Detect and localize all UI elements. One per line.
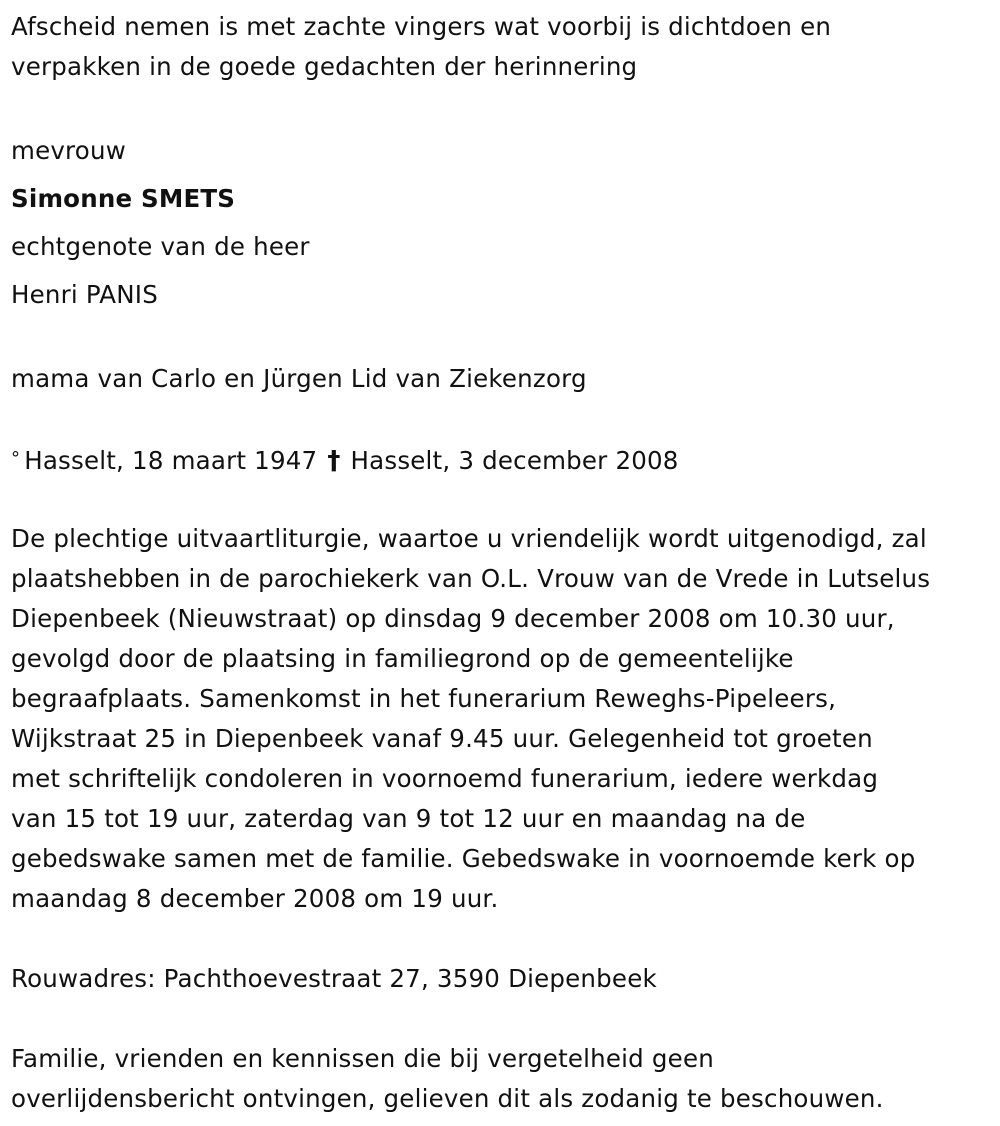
life-dates — [11, 439, 1000, 479]
spacer — [11, 319, 1000, 359]
paragraph-line: gevolgd door de plaatsing in familiegrond op de gemeentelijke — [11, 644, 794, 673]
paragraph-line: maandag 8 december 2008 om 19 uur. — [11, 884, 499, 913]
paragraph-line: begraafplaats. Samenkomst in het funerarium Reweghs-Pipeleers, — [11, 684, 837, 713]
paragraph-line: Wijkstraat 25 in Diepenbeek vanaf 9.45 uur. Gelegenheid tot groeten — [11, 724, 873, 753]
spouse-name: Henri PANIS — [11, 280, 158, 309]
death-date: Hasselt, 3 december 2008 — [350, 446, 679, 475]
spacer — [11, 479, 1000, 519]
salutation: mevrouw — [11, 136, 126, 165]
cross-icon: † — [327, 446, 341, 476]
mourning-address: Rouwadres: Pachthoevestraat 27, 3590 Diepenbeek — [11, 964, 657, 993]
opening-quote — [11, 7, 1000, 87]
relation-text: echtgenote van de heer — [11, 232, 310, 261]
spacer — [11, 999, 1000, 1039]
notice-line: overlijdensbericht ontvingen, gelieven dit als zodanig te beschouwen. — [11, 1084, 884, 1113]
notice-line: Familie, vrienden en kennissen die bij vergetelheid geen — [11, 1044, 714, 1073]
paragraph-line: plaatshebben in de parochiekerk van O.L. Vrouw van de Vrede in Lutselus — [11, 564, 931, 593]
spacer — [11, 919, 1000, 959]
deceased-name: Simonne SMETS — [11, 184, 236, 213]
birth-symbol: ° — [11, 448, 21, 469]
ceremony-paragraph — [11, 519, 1000, 919]
family-line: mama van Carlo en Jürgen Lid van Ziekenzorg — [11, 364, 587, 393]
spacer — [11, 87, 1000, 127]
deceased-block — [11, 127, 1000, 319]
paragraph-line: De plechtige uitvaartliturgie, waartoe u vriendelijk wordt uitgenodigd, zal — [11, 524, 927, 553]
closing-notice — [11, 1039, 1000, 1119]
paragraph-line: van 15 tot 19 uur, zaterdag van 9 tot 12 uur en maandag na de — [11, 804, 806, 833]
birth-date: Hasselt, 18 maart 1947 — [24, 446, 318, 475]
paragraph-line: Diepenbeek (Nieuwstraat) op dinsdag 9 december 2008 om 10.30 uur, — [11, 604, 895, 633]
quote-line: Afscheid nemen is met zachte vingers wat voorbij is dichtdoen en — [11, 12, 832, 41]
quote-line: verpakken in de goede gedachten der herinnering — [11, 52, 638, 81]
paragraph-line: gebedswake samen met de familie. Gebedswake in voornoemde kerk op — [11, 844, 916, 873]
paragraph-line: met schriftelijk condoleren in voornoemd funerarium, iedere werkdag — [11, 764, 879, 793]
spacer — [11, 399, 1000, 439]
